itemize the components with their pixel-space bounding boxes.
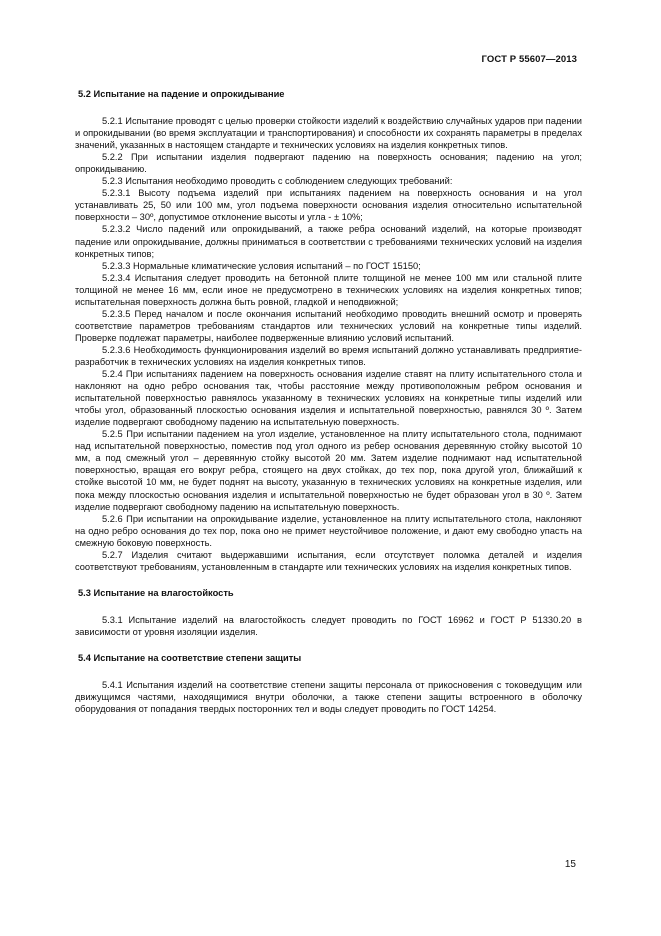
paragraph: 5.2.1 Испытание проводят с целью проверки стойкости изделий к воздействию случайных ударов при падении и опрокидывании (во время эксплуатации и транспортирования) и способности их сохранять параметры в пределах значений, указанных в настоящем стандарте и технических условиях на изделия конкретных типов. xyxy=(75,116,582,151)
paragraph: 5.2.5 При испытании падением на угол изделие, установленное на плиту испытательного стола, поднимают над испытательной поверхностью, поместив под угол одного из ребер основания деревянную стойку высотой 10 мм, а под смежный угол – деревянную стойку высотой 20 мм. Затем изделие поднимают над испытательной поверхностью, вращая его вокруг ребра, стоящего на двух стойках, до тех пор, пока другой угол, ближайший к стойке высотой 10 мм, не будет поднят на высоту, указанную в технических условиях на конкретные изделия, или пока между плоскостью основания изделия и испытательной поверхностью не будет образован угол в 30 º. Затем изделие подвергают свободному падению на испытательную поверхность. xyxy=(75,429,582,512)
paragraph: 5.2.3.6 Необходимость функционирования изделий во время испытаний должно устанавливать предприятие-разработчик в технических условиях на изделия конкретных типов. xyxy=(75,344,582,367)
page-number: 15 xyxy=(564,859,576,870)
paragraph: 5.2.3.5 Перед началом и после окончания испытаний необходимо проводить внешний осмотр и проверять соответствие параметров требованиям стандартов или технических условий на конкретные типы изделий. Проверке подлежат параметры, наиболее подверженные влиянию условий испытаний. xyxy=(75,308,582,343)
paragraph: 5.2.7 Изделия считают выдержавшими испытания, если отсутствует поломка деталей и изделия соответствуют требованиям, установленным в стандарте или технических условиях на изделия конкретных типов. xyxy=(75,549,582,572)
paragraph: 5.2.3.2 Число падений или опрокидываний, а также ребра оснований изделий, на которые производят падение или опрокидывание, должны приниматься в соответствии с требованиями технических условий на изделия конкретных типов; xyxy=(75,224,582,259)
paragraph: 5.2.3.4 Испытания следует проводить на бетонной плите толщиной не менее 100 мм или стальной плите толщиной не менее 16 мм, если иное не предусмотрено в технических условиях на изделия конкретных типов; испытательная поверхность должна быть ровной, гладкой и неподвижной; xyxy=(75,272,582,307)
paragraph: 5.2.3.1 Высоту подъема изделий при испытаниях падением на поверхность основания и на угол устанавливать 25, 50 или 100 мм, угол подъема поверхности основания изделия относительно испытательной поверхности – 30º, допустимое отклонение высоты и угла - ± 10%; xyxy=(75,188,582,223)
paragraph: 5.2.3 Испытания необходимо проводить с соблюдением следующих требований: xyxy=(102,176,453,187)
paragraph: 5.2.6 При испытании на опрокидывание изделие, установленное на плиту испытательного стола, наклоняют на одно ребро основания до тех пор, пока оно не примет неустойчивое положение, и дают ему свободно упасть на смежную боковую поверхность. xyxy=(75,513,582,548)
paragraph: 5.4.1 Испытания изделий на соответствие степени защиты персонала от прикосновения с токоведущим или движущимся частями, находящимися внутри оболочки, а также степени защиты встроенного в оболочку оборудования от попадания твердых посторонних тел и воды следует проводить по ГОСТ 14254. xyxy=(75,680,582,715)
section-title: 5.3 Испытание на влагостойкость xyxy=(78,587,234,598)
paragraph: 5.2.2 При испытании изделия подвергают падению на поверхность основания; падению на угол; опрокидыванию. xyxy=(75,152,582,175)
document-code: ГОСТ Р 55607—2013 xyxy=(481,54,577,65)
paragraph: 5.3.1 Испытание изделий на влагостойкость следует проводить по ГОСТ 16962 и ГОСТ Р 51330.20 в зависимости от уровня изоляции изделия. xyxy=(75,614,582,637)
section-title: 5.2 Испытание на падение и опрокидывание xyxy=(78,89,285,99)
paragraph: 5.2.3.3 Нормальные климатические условия испытаний – по ГОСТ 15150; xyxy=(102,260,421,271)
paragraph: 5.2.4 При испытаниях падением на поверхность основания изделие ставят на плиту испытательного стола и наклоняют на одно ребро основания так, чтобы расстояние между противоположным ребром основания и испытательной поверхностью равнялось указанному в технических условиях на конкретные типы изделий или чтобы угол, образованный плоскостью основания изделия и испытательной поверхностью, равнялся 30 º. Затем изделие подвергают свободному падению на испытательную поверхность. xyxy=(75,369,582,428)
document-body xyxy=(75,88,582,715)
section-title: 5.4 Испытание на соответствие степени защиты xyxy=(78,652,302,663)
